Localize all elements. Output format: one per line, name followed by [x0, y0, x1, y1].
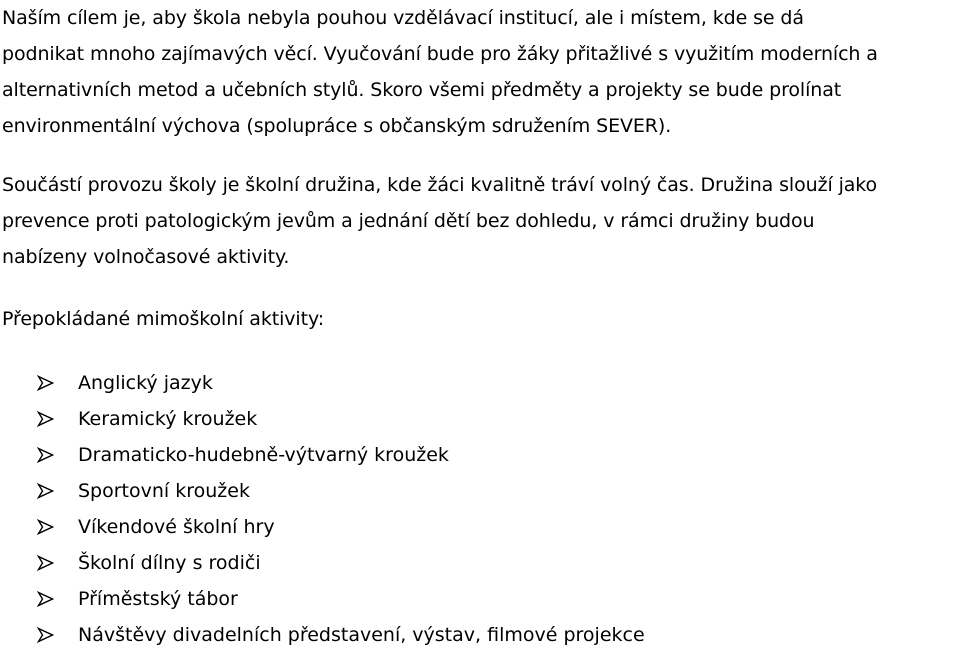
list-item: [2, 617, 960, 653]
list-item: [2, 545, 960, 581]
text-line: alternativních metod a učebních stylů. Skoro všemi předměty a projekty se bude prolínat: [2, 79, 842, 101]
arrowhead-bullet-icon: [2, 591, 78, 607]
intro-paragraph: [2, 0, 960, 144]
list-item-label: Sportovní kroužek: [78, 480, 250, 502]
list-item-label: Dramaticko-hudebně-výtvarný kroužek: [78, 444, 449, 466]
activities-heading: [2, 301, 960, 337]
list-item: [2, 581, 960, 617]
list-item: [2, 365, 960, 401]
list-item-label: Keramický kroužek: [78, 408, 258, 430]
arrowhead-bullet-icon: [2, 411, 78, 427]
list-item-label: Školní dílny s rodiči: [78, 552, 261, 574]
list-item: [2, 473, 960, 509]
list-item: [2, 509, 960, 545]
list-item: [2, 401, 960, 437]
text-line: Součástí provozu školy je školní družina, kde žáci kvalitně tráví volný čas. Družina slouží jako: [2, 174, 878, 196]
list-item: [2, 437, 960, 473]
arrowhead-bullet-icon: [2, 447, 78, 463]
text-line: Přepokládané mimoškolní aktivity:: [2, 308, 325, 330]
list-item-label: Víkendové školní hry: [78, 516, 275, 538]
list-item-label: Návštěvy divadelních představení, výstav, filmové projekce: [78, 624, 645, 646]
text-line: podnikat mnoho zajímavých věcí. Vyučování bude pro žáky přitažlivé s využitím moderních a: [2, 43, 878, 65]
text-line: environmentální výchova (spolupráce s občanským sdružením SEVER).: [2, 115, 672, 137]
list-item-label: Příměstský tábor: [78, 588, 238, 610]
list-item-label: Anglický jazyk: [78, 372, 213, 394]
text-line: Naším cílem je, aby škola nebyla pouhou vzdělávací institucí, ale i místem, kde se dá: [2, 7, 804, 29]
after-school-club-paragraph: [2, 167, 960, 275]
text-line: nabízeny volnočasové aktivity.: [2, 246, 290, 268]
text-line: prevence proti patologickým jevům a jednání dětí bez dohledu, v rámci družiny budou: [2, 210, 815, 232]
arrowhead-bullet-icon: [2, 519, 78, 535]
arrowhead-bullet-icon: [2, 375, 78, 391]
activities-list: [2, 365, 960, 653]
arrowhead-bullet-icon: [2, 483, 78, 499]
arrowhead-bullet-icon: [2, 627, 78, 643]
arrowhead-bullet-icon: [2, 555, 78, 571]
